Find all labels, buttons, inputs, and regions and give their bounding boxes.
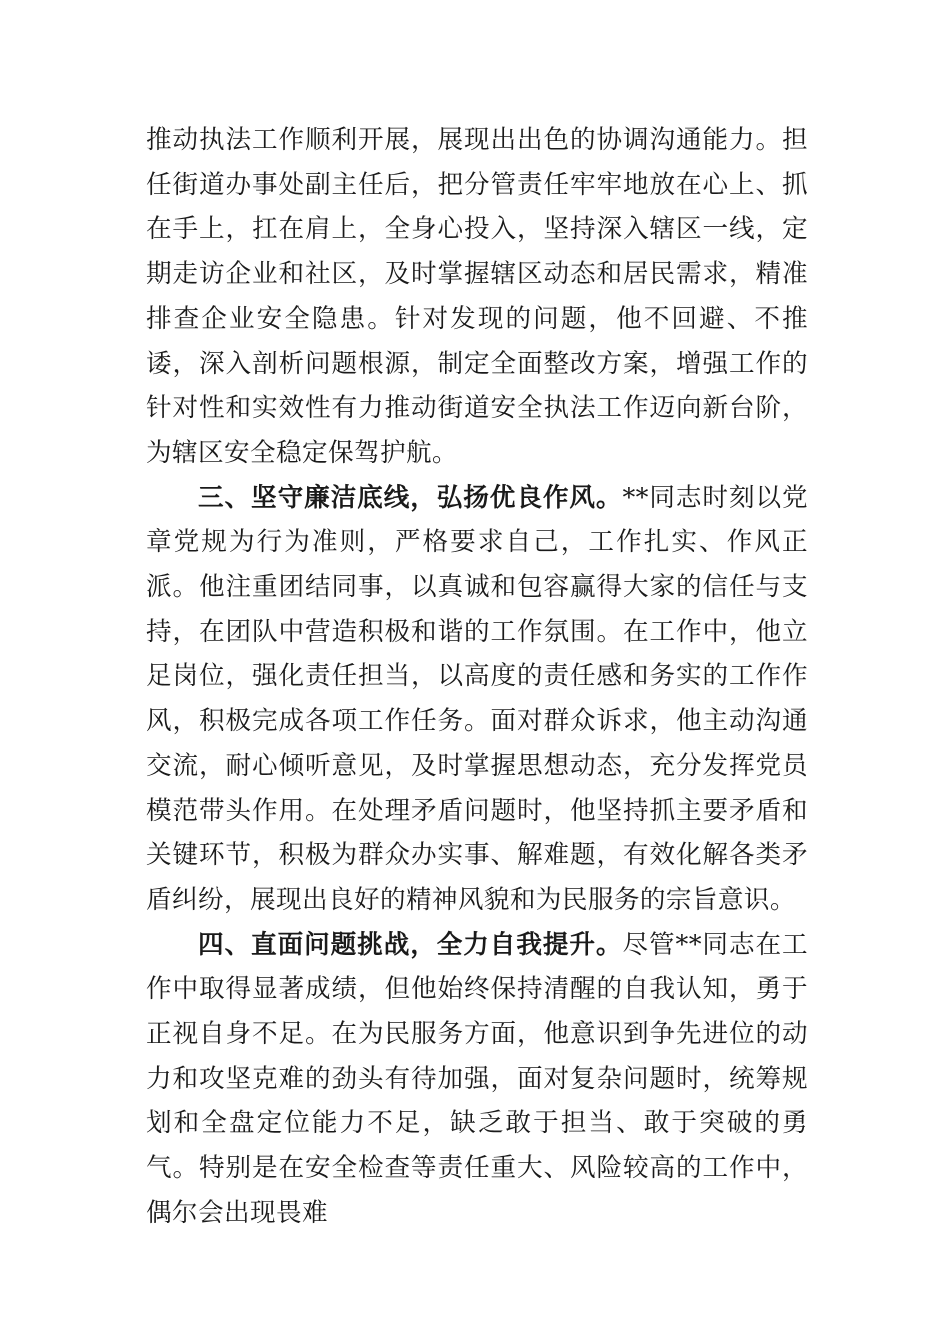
- document-body: [146, 118, 808, 1236]
- paragraph-continuation: [146, 118, 808, 476]
- section-heading: 三、坚守廉洁底线，弘扬优良作风。: [198, 482, 623, 513]
- paragraph-text: **同志时刻以党章党规为行为准则，严格要求自己，工作扎实、作风正派。他注重团结同事，以真诚和包容赢得大家的信任与支持，在团队中营造积极和谐的工作氛围。在工作中，他立足岗位，强化责任担当，以高度的责任感和务实的工作作风，积极完成各项工作任务。面对群众诉求，他主动沟通交流，耐心倾听意见，及时掌握思想动态，充分发挥党员模范带头作用。在处理矛盾问题时，他坚持抓主要矛盾和关键环节，积极为群众办实事、解难题，有效化解各类矛盾纠纷，展现出良好的精神风貌和为民服务的宗旨意识。: [146, 482, 808, 915]
- paragraph-section-three: [146, 476, 808, 923]
- paragraph-text: 推动执法工作顺利开展，展现出出色的协调沟通能力。担任街道办事处副主任后，把分管责任牢牢地放在心上、抓在手上，扛在肩上，全身心投入，坚持深入辖区一线，定期走访企业和社区，及时掌握辖区动态和居民需求，精准排查企业安全隐患。针对发现的问题，他不回避、不推诿，深入剖析问题根源，制定全面整改方案，增强工作的针对性和实效性有力推动街道安全执法工作迈向新台阶，为辖区安全稳定保驾护航。: [146, 125, 808, 468]
- paragraph-text: 尽管**同志在工作中取得显著成绩，但他始终保持清醒的自我认知，勇于正视自身不足。在为民服务方面，他意识到争先进位的动力和攻坚克难的劲头有待加强，面对复杂问题时，统筹规划和全盘定位能力不足，缺乏敢于担当、敢于突破的勇气。特别是在安全检查等责任重大、风险较高的工作中，偶尔会出现畏难: [146, 929, 808, 1228]
- section-heading: 四、直面问题挑战，全力自我提升。: [198, 929, 623, 960]
- paragraph-section-four: [146, 923, 808, 1236]
